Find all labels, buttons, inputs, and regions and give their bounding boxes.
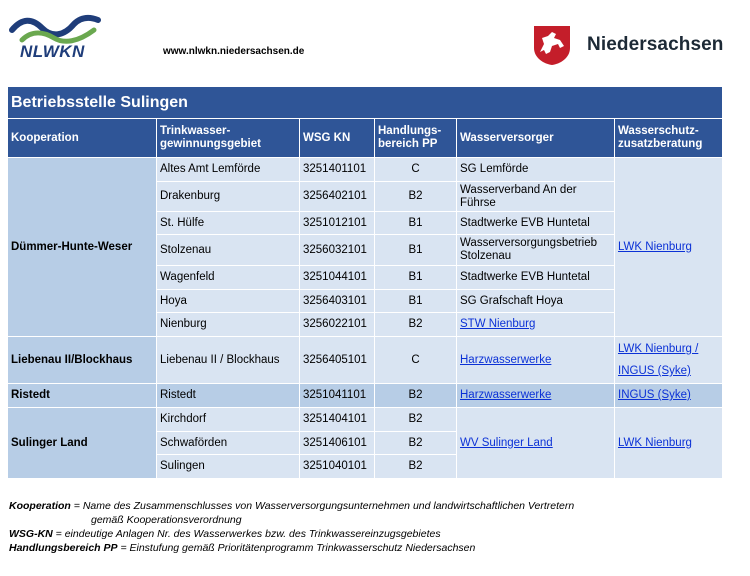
versorger-link[interactable]: WV Sulinger Land (460, 436, 553, 449)
gebiet-cell: St. Hülfe (157, 212, 300, 235)
kooperation-cell: Dümmer-Hunte-Weser (8, 158, 157, 337)
kooperation-cell: Ristedt (8, 384, 157, 408)
kn-cell: 3251012101 (300, 212, 375, 235)
table-row (8, 384, 723, 408)
nlwkn-logo (8, 10, 108, 66)
versorger-cell: Wasserversorgungsbetrieb Stolzenau (457, 235, 615, 266)
gebiet-cell: Wagenfeld (157, 266, 300, 290)
versorger-cell (457, 313, 615, 337)
gebiet-cell: Sulingen (157, 455, 300, 479)
beratung-link[interactable]: LWK Nienburg (618, 240, 692, 253)
beratung-cell (615, 337, 723, 384)
versorger-cell: Stadtwerke EVB Huntetal (457, 212, 615, 235)
beratung-link[interactable]: INGUS (Syke) (618, 365, 691, 377)
nlwkn-logo-text: NLWKN (20, 42, 85, 61)
pp-cell: B2 (375, 432, 457, 455)
footnote-wsgkn (9, 527, 739, 541)
pp-cell: C (375, 158, 457, 182)
footnote-kooperation (9, 499, 739, 513)
kn-cell: 3251406101 (300, 432, 375, 455)
footnote-term: Handlungsbereich PP (9, 542, 118, 554)
footnote-kooperation-cont (9, 513, 739, 527)
column-header: Wasserschutz-zusatzberatung (615, 119, 723, 158)
column-header: Wasserversorger (457, 119, 615, 158)
column-header: WSG KN (300, 119, 375, 158)
gebiet-cell: Altes Amt Lemförde (157, 158, 300, 182)
pp-cell: B1 (375, 266, 457, 290)
footnote-pp (9, 541, 739, 555)
pp-cell: B1 (375, 212, 457, 235)
footnote-definition: gemäß Kooperationsverordnung (91, 514, 242, 526)
niedersachsen-logo (530, 24, 730, 66)
footnote-term: WSG-KN (9, 528, 53, 540)
column-header: Kooperation (8, 119, 157, 158)
versorger-cell: SG Lemförde (457, 158, 615, 182)
pp-cell: B1 (375, 290, 457, 313)
table-row (8, 158, 723, 182)
beratung-cell (615, 158, 723, 337)
table-title: Betriebsstelle Sulingen (8, 87, 723, 119)
gebiet-cell: Nienburg (157, 313, 300, 337)
table-row (8, 408, 723, 432)
column-header: Trinkwasser-gewinnungsgebiet (157, 119, 300, 158)
kooperation-cell: Sulinger Land (8, 408, 157, 479)
kn-cell: 3256402101 (300, 182, 375, 212)
gebiet-cell: Schwaförden (157, 432, 300, 455)
beratung-cell (615, 408, 723, 479)
versorger-cell: Stadtwerke EVB Huntetal (457, 266, 615, 290)
table-title-row (8, 87, 723, 119)
page-header (0, 0, 750, 84)
table-header-row (8, 119, 723, 158)
gebiet-cell: Hoya (157, 290, 300, 313)
versorger-link[interactable]: STW Nienburg (460, 318, 536, 330)
gebiet-cell: Ristedt (157, 384, 300, 408)
kn-cell: 3256405101 (300, 337, 375, 384)
pp-cell: C (375, 337, 457, 384)
gebiet-cell: Drakenburg (157, 182, 300, 212)
table-row (8, 337, 723, 384)
footnote-definition: = Name des Zusammenschlusses von Wasserversorgungsunternehmen und landwirtschaftlichen Vertretern (73, 500, 575, 512)
horse-crest-icon (530, 24, 574, 66)
versorger-cell (457, 408, 615, 479)
kn-cell: 3251044101 (300, 266, 375, 290)
versorger-link[interactable]: Harzwasserwerke (460, 353, 552, 366)
versorger-cell (457, 337, 615, 384)
beratung-link[interactable]: INGUS (Syke) (618, 389, 691, 401)
website-url[interactable]: www.nlwkn.niedersachsen.de (163, 46, 305, 57)
pp-cell: B2 (375, 455, 457, 479)
pp-cell: B2 (375, 313, 457, 337)
pp-cell: B2 (375, 408, 457, 432)
kn-cell: 3256403101 (300, 290, 375, 313)
kn-cell: 3256032101 (300, 235, 375, 266)
versorger-cell (457, 384, 615, 408)
betriebsstelle-table (7, 86, 723, 479)
footnote-definition: = Einstufung gemäß Prioritätenprogramm Trinkwasserschutz Niedersachsen (120, 542, 476, 554)
versorger-cell: SG Grafschaft Hoya (457, 290, 615, 313)
pp-cell: B2 (375, 182, 457, 212)
footnote-definition: = eindeutige Anlagen Nr. des Wasserwerkes bzw. des Trinkwassereinzugsgebietes (55, 528, 441, 540)
beratung-link[interactable]: LWK Nienburg (618, 436, 692, 449)
kooperation-cell: Liebenau II/Blockhaus (8, 337, 157, 384)
column-header: Handlungs-bereich PP (375, 119, 457, 158)
beratung-cell (615, 384, 723, 408)
kn-cell: 3251041101 (300, 384, 375, 408)
gebiet-cell: Liebenau II / Blockhaus (157, 337, 300, 384)
kn-cell: 3251401101 (300, 158, 375, 182)
pp-cell: B2 (375, 384, 457, 408)
kn-cell: 3251404101 (300, 408, 375, 432)
gebiet-cell: Kirchdorf (157, 408, 300, 432)
beratung-link[interactable]: LWK Nienburg / (618, 343, 699, 355)
versorger-cell: Wasserverband An der Führse (457, 182, 615, 212)
kn-cell: 3251040101 (300, 455, 375, 479)
gebiet-cell: Stolzenau (157, 235, 300, 266)
versorger-link[interactable]: Harzwasserwerke (460, 389, 552, 401)
pp-cell: B1 (375, 235, 457, 266)
footnotes (9, 499, 739, 555)
footnote-term: Kooperation (9, 500, 71, 512)
kn-cell: 3256022101 (300, 313, 375, 337)
niedersachsen-wordmark: Niedersachsen (587, 34, 724, 55)
